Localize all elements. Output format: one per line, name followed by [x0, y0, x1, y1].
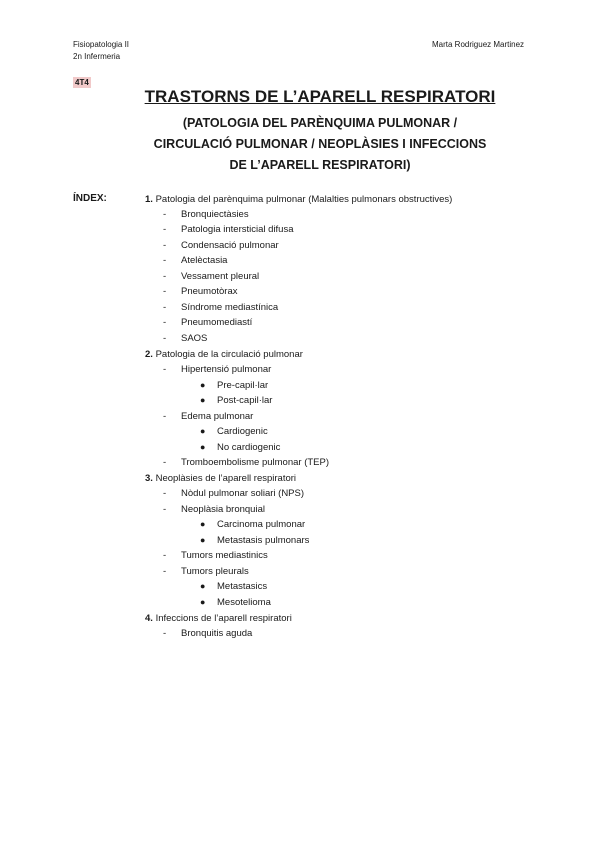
list-item: Bronquiectàsies: [181, 209, 249, 220]
topic-tag: 4T4: [75, 78, 89, 87]
dash-marker: -: [163, 240, 167, 251]
bullet-marker: ●: [200, 519, 206, 529]
bullet-marker: ●: [200, 380, 206, 390]
dash-marker: -: [163, 566, 167, 577]
section-title: Neoplàsies de l’aparell respiratori: [155, 473, 297, 484]
list-item: Hipertensió pulmonar: [181, 364, 272, 375]
subtitle-line-3: DE L’APARELL RESPIRATORI): [229, 158, 411, 172]
list-item: Pneumomediastí: [181, 317, 253, 328]
page-title: TRASTORNS DE L’APARELL RESPIRATORI: [144, 87, 496, 106]
list-item: Nòdul pulmonar soliari (NPS): [181, 488, 305, 499]
section-number: 2.: [145, 349, 153, 360]
list-item: SAOS: [181, 333, 208, 344]
section-title: Patologia de la circulació pulmonar: [155, 349, 303, 360]
list-subitem: Mesotelioma: [217, 597, 271, 608]
bullet-marker: ●: [200, 426, 206, 436]
list-subitem: Metastasis pulmonars: [217, 535, 310, 546]
dash-marker: -: [163, 224, 167, 235]
section-2: [145, 349, 303, 360]
list-item: Bronquitis aguda: [181, 628, 253, 639]
index-label: ÍNDEX:: [73, 193, 107, 204]
bullet-marker: ●: [200, 395, 206, 405]
section-number: 4.: [145, 613, 153, 624]
list-subitem: Metastasics: [217, 581, 268, 592]
list-subitem: Pre-capil·lar: [217, 380, 269, 391]
dash-marker: -: [163, 411, 167, 422]
list-item: Vessament pleural: [181, 271, 260, 282]
dash-marker: -: [163, 302, 167, 313]
list-item: Pneumotòrax: [181, 286, 238, 297]
list-subitem: Post-capil·lar: [217, 395, 273, 406]
dash-marker: -: [163, 504, 167, 515]
list-item: Condensació pulmonar: [181, 240, 279, 251]
section-1: [145, 194, 452, 205]
list-item: Edema pulmonar: [181, 411, 254, 422]
dash-marker: -: [163, 364, 167, 375]
dash-marker: -: [163, 317, 167, 328]
list-subitem: Carcinoma pulmonar: [217, 519, 306, 530]
dash-marker: -: [163, 209, 167, 220]
header-year: 2n Infermeria: [73, 52, 121, 61]
list-item: Atelèctasia: [181, 255, 228, 266]
list-subitem: Cardiogenic: [217, 426, 268, 437]
dash-marker: -: [163, 457, 167, 468]
section-4: [145, 613, 292, 624]
bullet-marker: ●: [200, 535, 206, 545]
bullet-marker: ●: [200, 597, 206, 607]
bullet-marker: ●: [200, 581, 206, 591]
subtitle-line-1: (PATOLOGIA DEL PARÈNQUIMA PULMONAR /: [182, 116, 458, 130]
list-item: Tumors pleurals: [181, 566, 249, 577]
dash-marker: -: [163, 628, 167, 639]
section-title: Patologia del parènquima pulmonar (Malalties pulmonars obstructives): [155, 194, 453, 205]
list-item: Tromboembolisme pulmonar (TEP): [181, 457, 329, 468]
dash-marker: -: [163, 286, 167, 297]
dash-marker: -: [163, 550, 167, 561]
subtitle-line-2: CIRCULACIÓ PULMONAR / NEOPLÀSIES I INFECCIONS: [153, 137, 487, 151]
bullet-marker: ●: [200, 442, 206, 452]
list-item: Neoplàsia bronquial: [181, 504, 265, 515]
dash-marker: -: [163, 255, 167, 266]
section-title: Infeccions de l’aparell respiratori: [155, 613, 292, 624]
header-author: Marta Rodriguez Martinez: [432, 40, 525, 49]
list-item: Síndrome mediastínica: [181, 302, 279, 313]
section-number: 1.: [145, 194, 153, 205]
section-3: [145, 473, 296, 484]
list-subitem: No cardiogenic: [217, 442, 281, 453]
dash-marker: -: [163, 271, 167, 282]
section-number: 3.: [145, 473, 153, 484]
dash-marker: -: [163, 333, 167, 344]
dash-marker: -: [163, 488, 167, 499]
header-course: Fisiopatologia II: [73, 40, 130, 49]
list-item: Patologia intersticial difusa: [181, 224, 294, 235]
list-item: Tumors mediastinics: [181, 550, 268, 561]
